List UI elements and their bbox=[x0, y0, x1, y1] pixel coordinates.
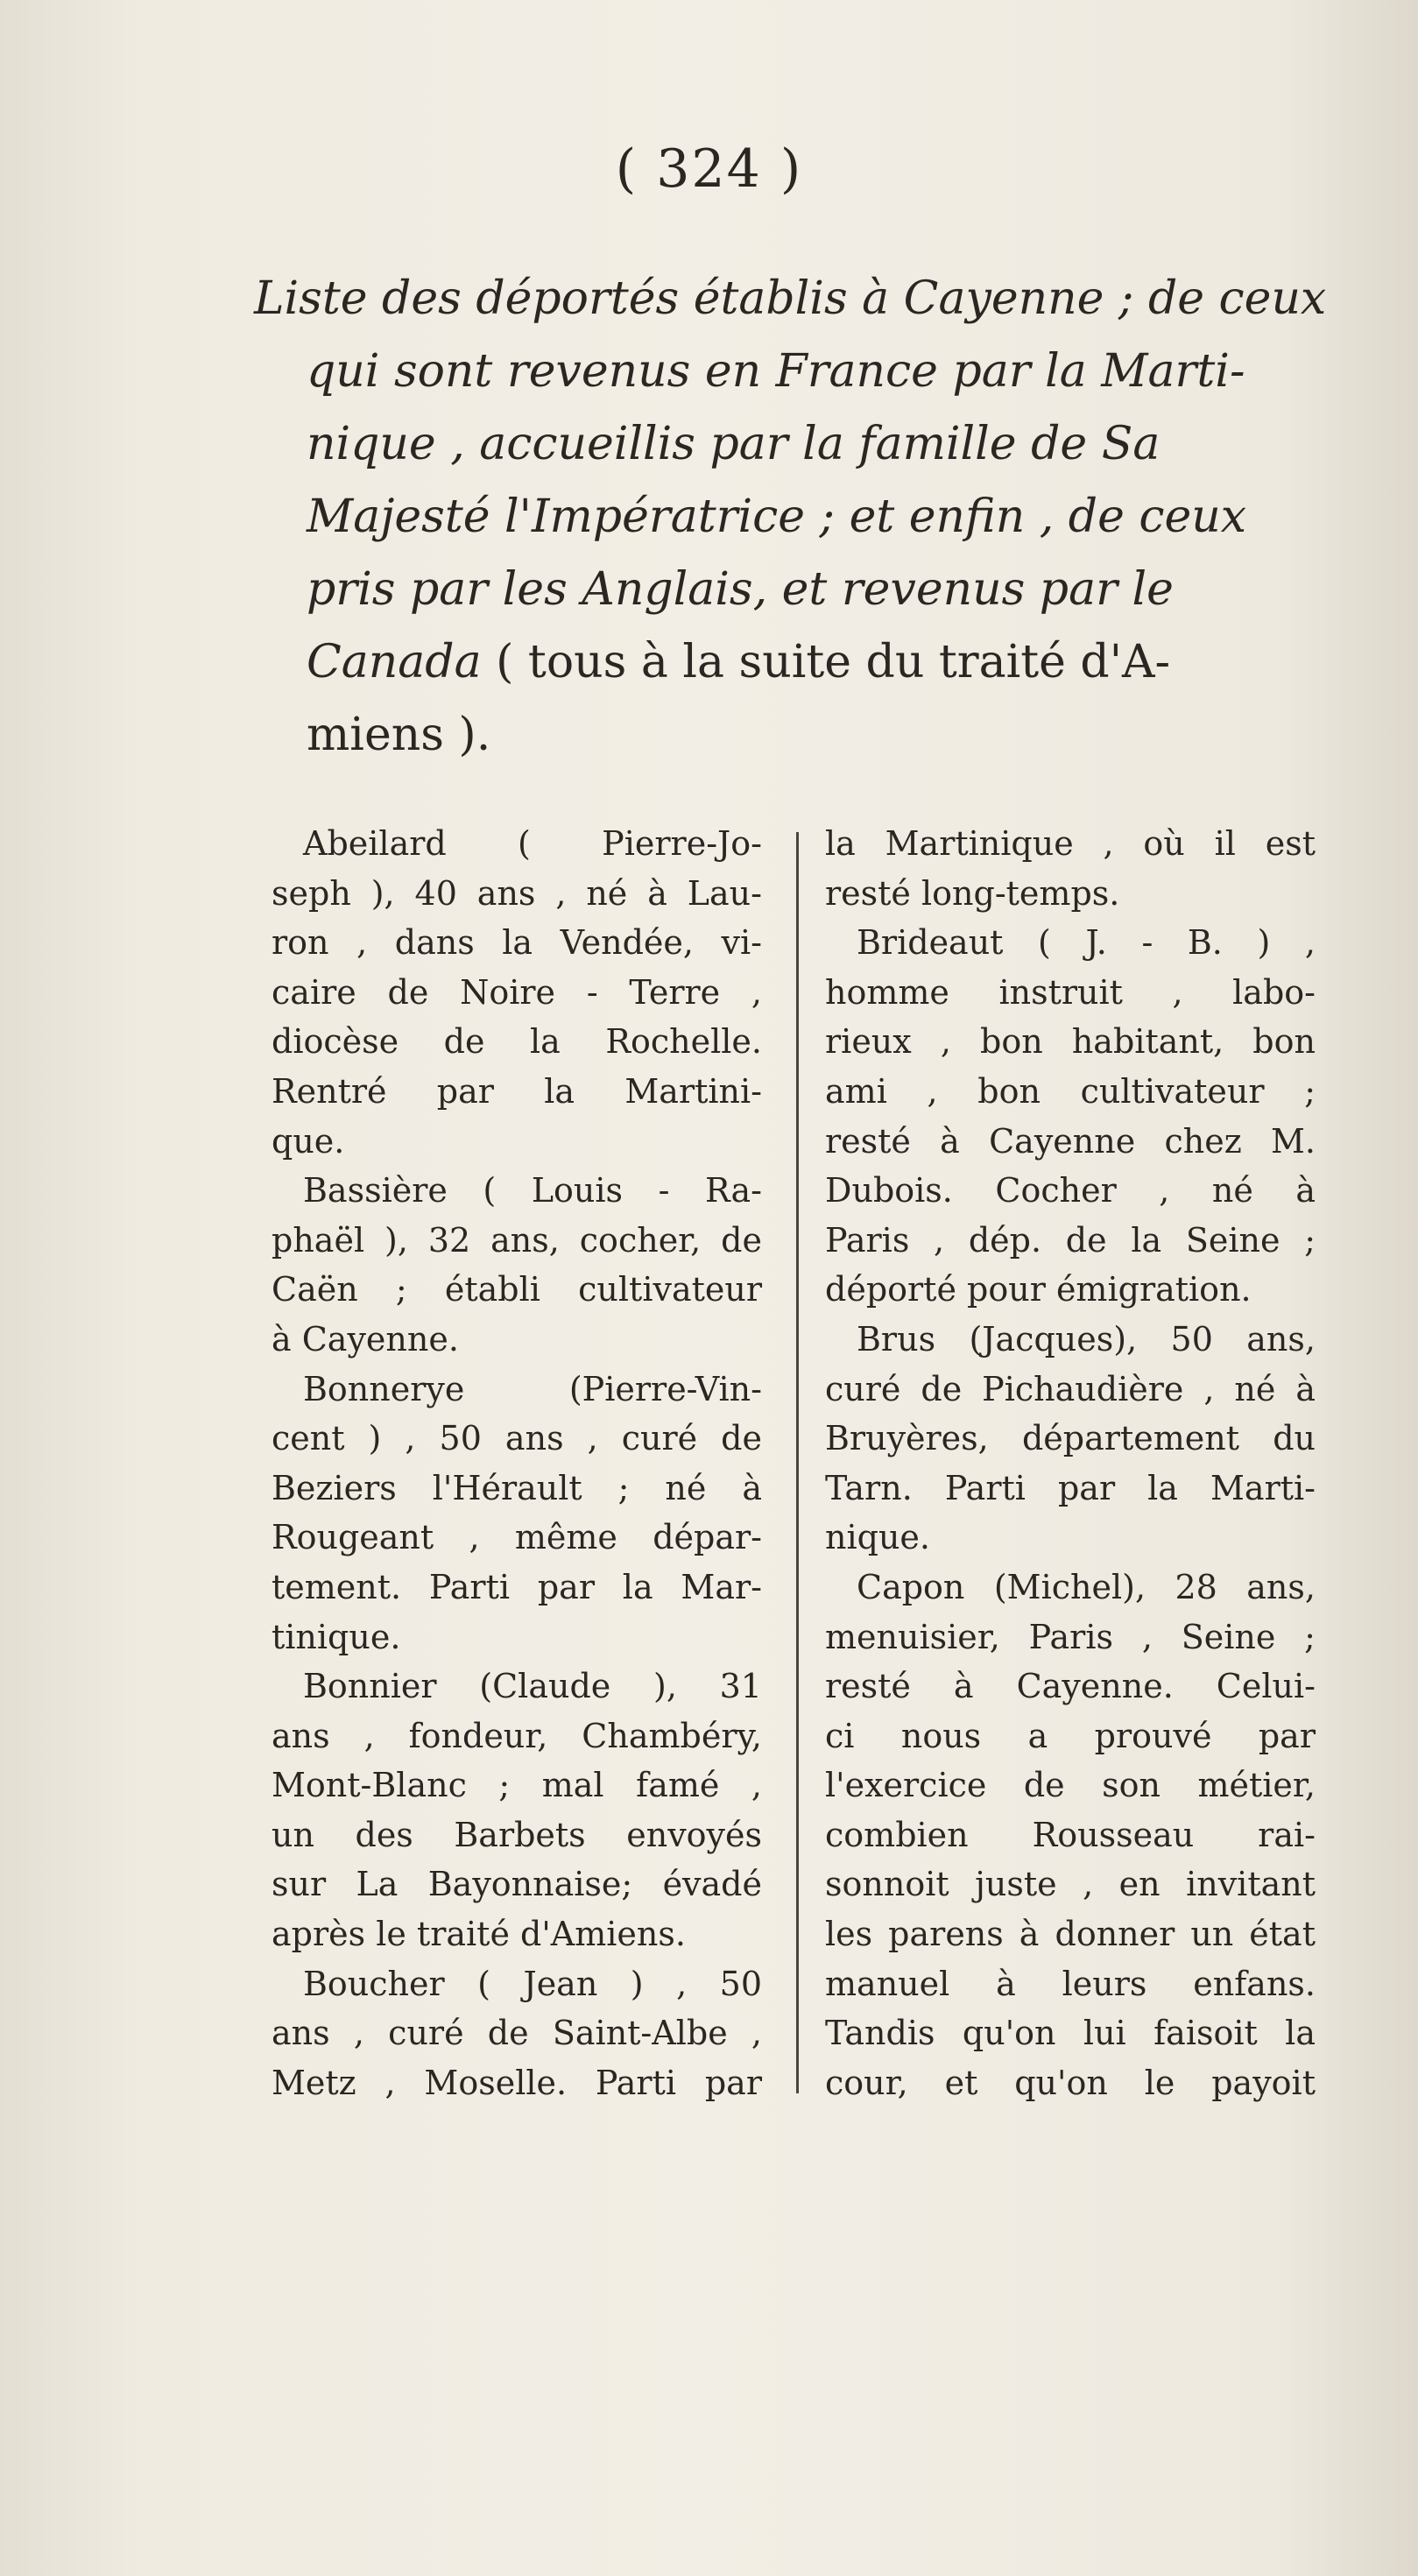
left-line: Metz , Moselle. Parti par bbox=[272, 2063, 762, 2102]
right-line: la Martinique , où il est bbox=[825, 824, 1316, 863]
right-line: Bruyères, département du bbox=[825, 1419, 1316, 1458]
right-line: curé de Pichaudière , né à bbox=[825, 1369, 1316, 1408]
left-line: sur La Bayonnaise; évadé bbox=[272, 1865, 762, 1904]
title-line-7: miens ). bbox=[307, 709, 491, 761]
left-line: cent ) , 50 ans , curé de bbox=[272, 1419, 762, 1458]
left-line: ans , fondeur, Chambéry, bbox=[272, 1716, 762, 1755]
left-line: caire de Noire - Terre , bbox=[272, 972, 762, 1012]
right-line: nique. bbox=[825, 1518, 930, 1557]
right-line: resté à Cayenne. Celui- bbox=[825, 1667, 1316, 1706]
left-line: Bassière ( Louis - Ra- bbox=[303, 1171, 762, 1210]
page-number: ( 324 ) bbox=[615, 138, 803, 200]
left-line: Boucher ( Jean ) , 50 bbox=[303, 1964, 762, 2003]
left-line: Caën ; établi cultivateur bbox=[272, 1270, 762, 1309]
left-line: que. bbox=[272, 1121, 345, 1161]
right-line: rieux , bon habitant, bon bbox=[825, 1022, 1316, 1062]
right-line: menuisier, Paris , Seine ; bbox=[825, 1617, 1316, 1656]
left-line: Mont-Blanc ; mal famé , bbox=[272, 1766, 762, 1805]
left-line: à Cayenne. bbox=[272, 1319, 459, 1359]
left-line: ans , curé de Saint-Albe , bbox=[272, 2014, 762, 2053]
right-line: cour, et qu'on le payoit bbox=[825, 2063, 1316, 2102]
title-line-6 bbox=[254, 626, 1331, 699]
right-line: homme instruit , labo- bbox=[825, 972, 1316, 1012]
right-line: manuel à leurs enfans. bbox=[825, 1964, 1316, 2003]
left-column bbox=[272, 819, 762, 2107]
left-line: diocèse de la Rochelle. bbox=[272, 1022, 762, 1062]
left-line: un des Barbets envoyés bbox=[272, 1815, 762, 1854]
section-title bbox=[254, 263, 1331, 772]
left-line: Bonnier (Claude ), 31 bbox=[303, 1667, 762, 1706]
right-line: déporté pour émigration. bbox=[825, 1270, 1252, 1309]
left-line: Abeilard ( Pierre-Jo- bbox=[303, 824, 762, 863]
left-line: Rentré par la Martini- bbox=[272, 1071, 762, 1111]
title-line-3: nique , accueillis par la famille de Sa bbox=[307, 418, 1161, 470]
left-line: seph ), 40 ans , né à Lau- bbox=[272, 873, 762, 913]
right-line: combien Rousseau rai- bbox=[825, 1815, 1316, 1854]
title-line-5: pris par les Anglais, et revenus par le bbox=[307, 563, 1174, 616]
right-line: Capon (Michel), 28 ans, bbox=[857, 1567, 1316, 1606]
title-line-4: Majesté l'Impératrice ; et enfin , de ceux bbox=[307, 490, 1247, 543]
left-line: Beziers l'Hérault ; né à bbox=[272, 1468, 762, 1507]
right-line: Paris , dép. de la Seine ; bbox=[825, 1220, 1316, 1260]
title-line-6-roman: ( tous à la suite du traité d'A- bbox=[481, 636, 1171, 688]
right-line: ci nous a prouvé par bbox=[825, 1716, 1316, 1755]
right-line: ami , bon cultivateur ; bbox=[825, 1071, 1316, 1111]
left-line: tement. Parti par la Mar- bbox=[272, 1567, 762, 1606]
right-line: l'exercice de son métier, bbox=[825, 1766, 1316, 1805]
right-line: Tarn. Parti par la Marti- bbox=[825, 1468, 1316, 1507]
right-line: Dubois. Cocher , né à bbox=[825, 1171, 1316, 1210]
left-line: Rougeant , même dépar- bbox=[272, 1518, 762, 1557]
title-line-1: Liste des déportés établis à Cayenne ; de ceux bbox=[254, 272, 1327, 325]
left-line: phaël ), 32 ans, cocher, de bbox=[272, 1220, 762, 1260]
right-column bbox=[825, 819, 1316, 2107]
right-line: resté long-temps. bbox=[825, 873, 1120, 913]
right-line: les parens à donner un état bbox=[825, 1915, 1316, 1954]
left-line: ron , dans la Vendée, vi- bbox=[272, 923, 762, 963]
right-line: Brus (Jacques), 50 ans, bbox=[857, 1319, 1316, 1359]
column-divider bbox=[796, 832, 799, 2093]
right-line: resté à Cayenne chez M. bbox=[825, 1121, 1316, 1161]
title-line-6-italic: Canada bbox=[307, 636, 482, 688]
title-line-2: qui sont revenus en France par la Marti- bbox=[307, 345, 1245, 398]
left-line: Bonnerye (Pierre-Vin- bbox=[303, 1369, 762, 1408]
right-line: Tandis qu'on lui faisoit la bbox=[825, 2014, 1316, 2053]
right-line: sonnoit juste , en invitant bbox=[825, 1865, 1316, 1904]
right-line: Brideaut ( J. - B. ) , bbox=[857, 923, 1316, 963]
left-line: tinique. bbox=[272, 1617, 401, 1656]
left-line: après le traité d'Amiens. bbox=[272, 1915, 686, 1954]
